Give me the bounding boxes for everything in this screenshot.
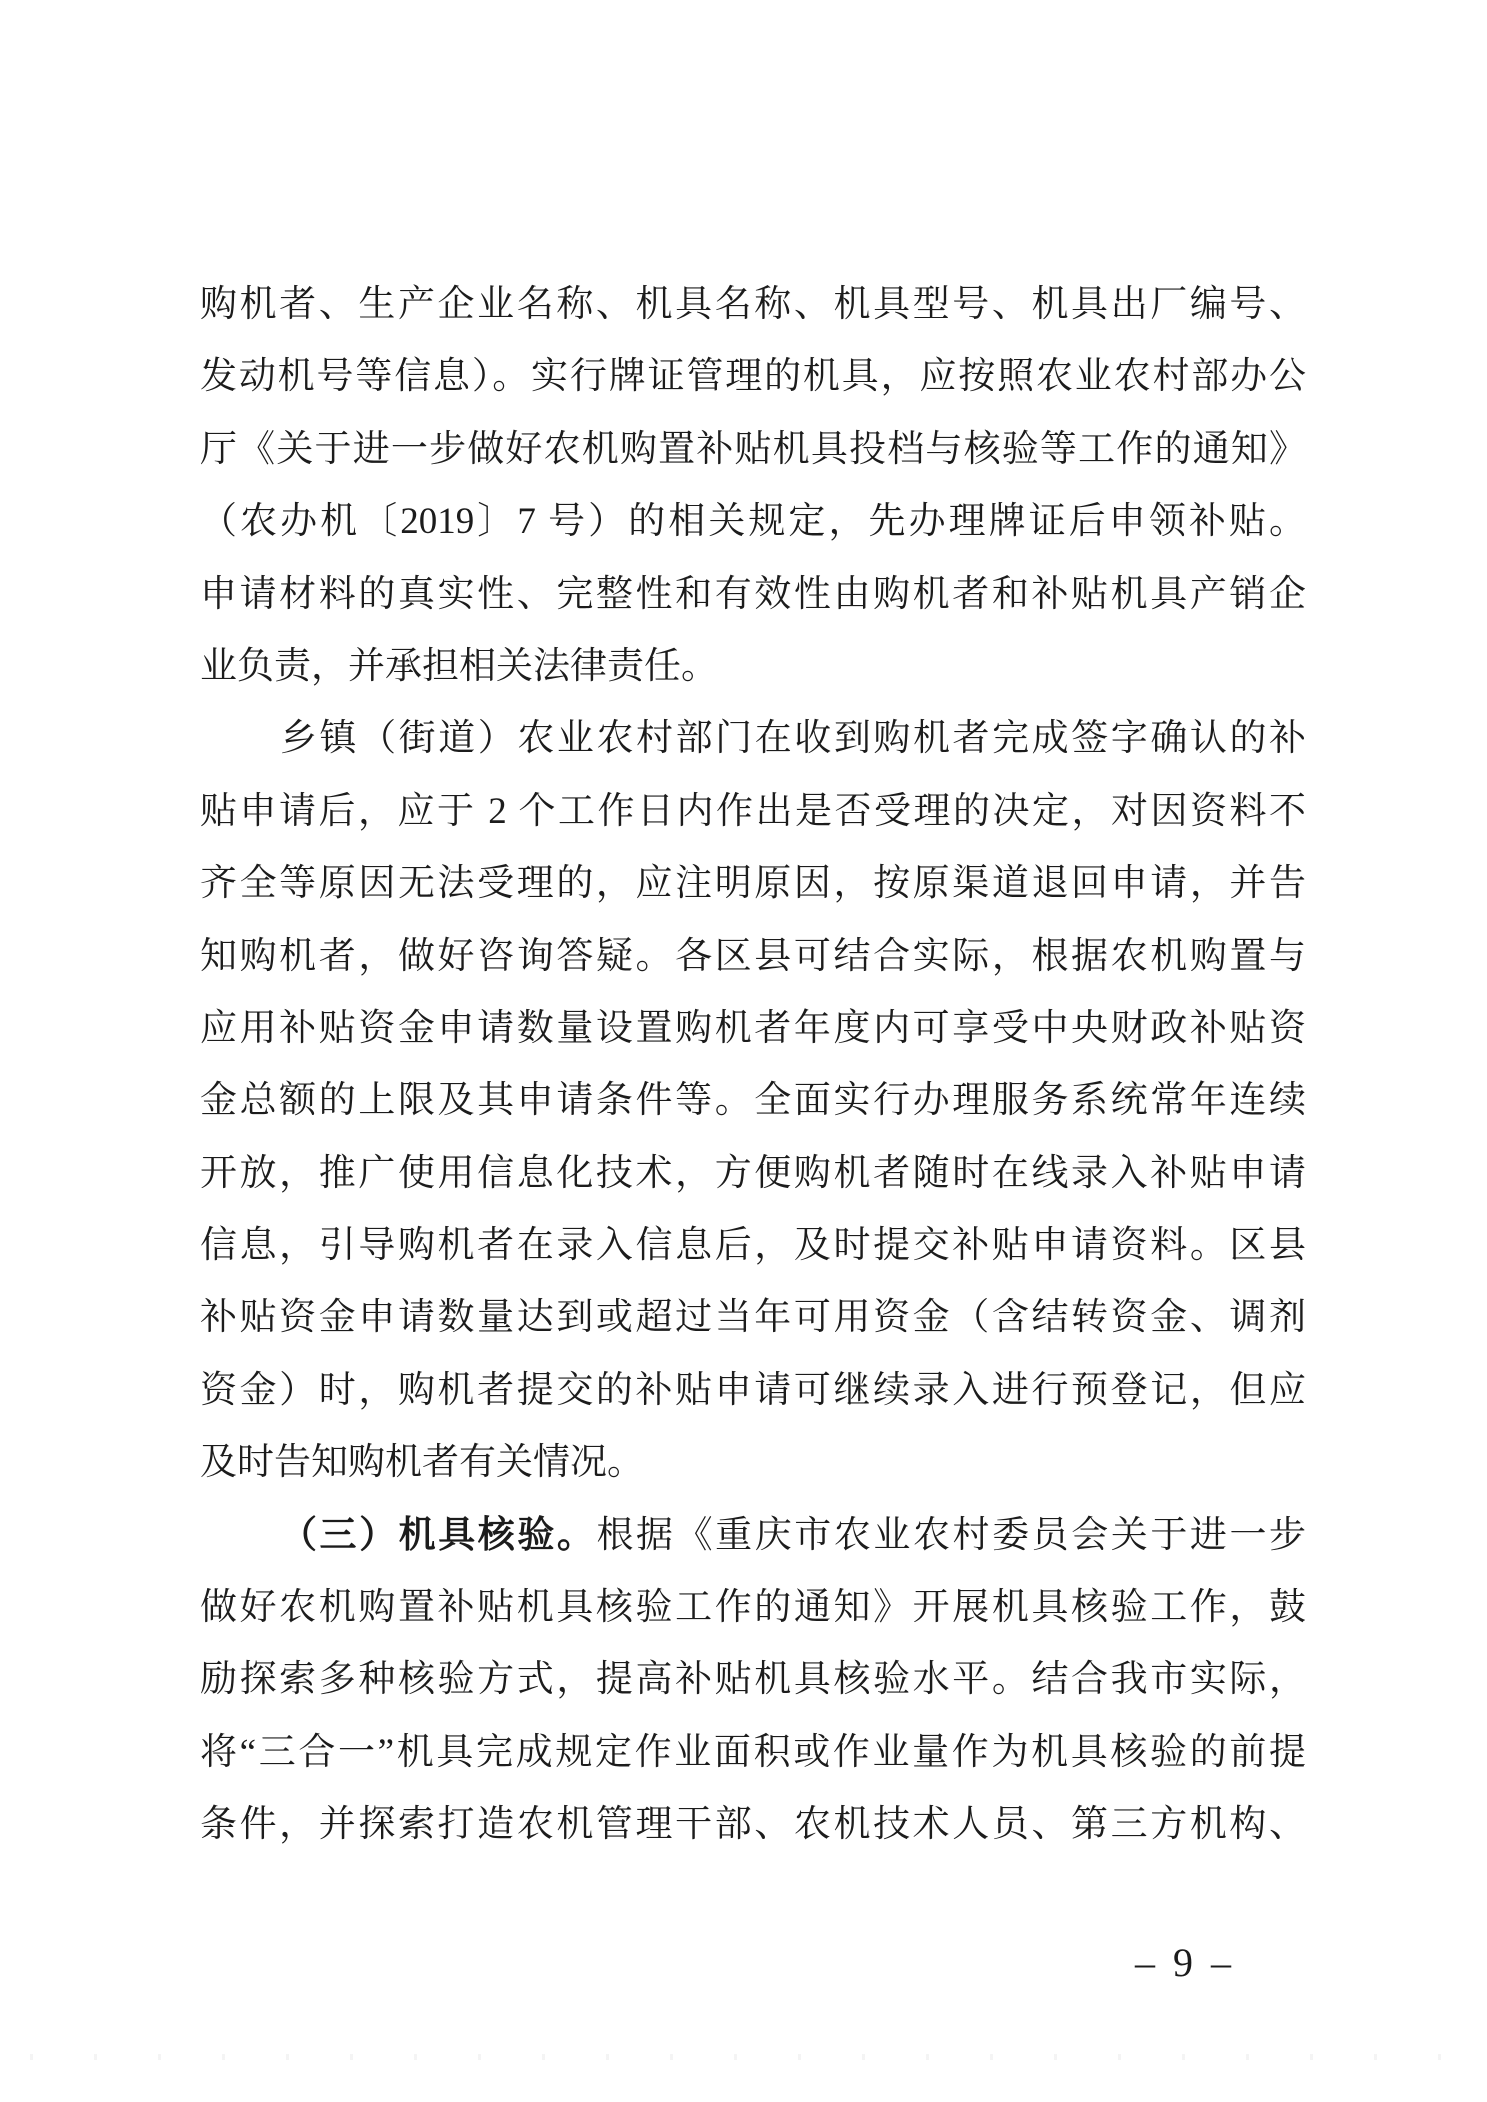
text-segment: 根据《重庆市农业农村委员会关于进一步 bbox=[596, 1514, 1306, 1556]
text-line-12 bbox=[200, 1065, 1306, 1137]
text-line-5 bbox=[200, 559, 1306, 631]
text-line-8 bbox=[200, 776, 1306, 848]
text-line-9 bbox=[200, 848, 1306, 920]
text-line-7 bbox=[200, 703, 1306, 775]
text-segment: 资金）时，购机者提交的补贴申请可继续录入进行预登记，但应 bbox=[200, 1369, 1306, 1411]
text-line-1 bbox=[200, 269, 1306, 341]
text-line-15 bbox=[200, 1282, 1306, 1354]
text-segment: 开放，推广使用信息化技术，方便购机者随时在线录入补贴申请 bbox=[200, 1152, 1306, 1194]
document-body bbox=[200, 269, 1306, 1862]
text-segment: 信息，引导购机者在录入信息后，及时提交补贴申请资料。区县 bbox=[200, 1225, 1306, 1267]
text-segment: （农办机〔2019〕7 号）的相关规定，先办理牌证后申领补贴。 bbox=[200, 501, 1306, 543]
text-segment: 金总额的上限及其申请条件等。全面实行办理服务系统常年连续 bbox=[200, 1080, 1306, 1122]
text-segment: 知购机者，做好咨询答疑。各区县可结合实际，根据农机购置与 bbox=[200, 935, 1306, 977]
text-line-22 bbox=[200, 1789, 1306, 1861]
text-line-19 bbox=[200, 1572, 1306, 1644]
section-heading-bold: （三）机具核验。 bbox=[280, 1514, 597, 1556]
text-line-18 bbox=[200, 1500, 1306, 1572]
text-line-6 bbox=[200, 631, 1306, 703]
text-line-16 bbox=[200, 1355, 1306, 1427]
text-line-3 bbox=[200, 414, 1306, 486]
text-segment: 业负责，并承担相关法律责任。 bbox=[200, 645, 718, 687]
text-line-20 bbox=[200, 1644, 1306, 1716]
text-segment: 发动机号等信息）。实行牌证管理的机具，应按照农业农村部办公 bbox=[200, 356, 1306, 398]
text-line-17 bbox=[200, 1427, 1306, 1499]
text-line-2 bbox=[200, 341, 1306, 413]
text-segment: 补贴资金申请数量达到或超过当年可用资金（含结转资金、调剂 bbox=[200, 1297, 1306, 1339]
text-line-4 bbox=[200, 486, 1306, 558]
scan-noise-band bbox=[30, 2054, 1460, 2060]
text-line-21 bbox=[200, 1717, 1306, 1789]
text-segment: 贴申请后，应于 2 个工作日内作出是否受理的决定，对因资料不 bbox=[200, 790, 1306, 832]
text-segment: 励探索多种核验方式，提高补贴机具核验水平。结合我市实际， bbox=[200, 1659, 1306, 1701]
text-segment: 齐全等原因无法受理的，应注明原因，按原渠道退回申请，并告 bbox=[200, 863, 1306, 905]
text-line-11 bbox=[200, 993, 1306, 1065]
text-segment: 及时告知购机者有关情况。 bbox=[200, 1442, 644, 1484]
text-segment: 申请材料的真实性、完整性和有效性由购机者和补贴机具产销企 bbox=[200, 573, 1306, 615]
page-number: – 9 – bbox=[1135, 1940, 1235, 1985]
text-line-10 bbox=[200, 921, 1306, 993]
text-segment: 将“三合一”机具完成规定作业面积或作业量作为机具核验的前提 bbox=[200, 1731, 1306, 1773]
text-segment: 购机者、生产企业名称、机具名称、机具型号、机具出厂编号、 bbox=[200, 284, 1306, 325]
text-segment: 乡镇（街道）农业农村部门在收到购机者完成签字确认的补 bbox=[280, 718, 1306, 760]
text-line-14 bbox=[200, 1210, 1306, 1282]
text-segment: 应用补贴资金申请数量设置购机者年度内可享受中央财政补贴资 bbox=[200, 1007, 1306, 1049]
text-segment: 做好农机购置补贴机具核验工作的通知》开展机具核验工作，鼓 bbox=[200, 1587, 1306, 1629]
text-segment: 条件，并探索打造农机管理干部、农机技术人员、第三方机构、 bbox=[200, 1804, 1306, 1846]
text-segment: 厅《关于进一步做好农机购置补贴机具投档与核验等工作的通知》 bbox=[200, 428, 1306, 470]
text-line-13 bbox=[200, 1138, 1306, 1210]
